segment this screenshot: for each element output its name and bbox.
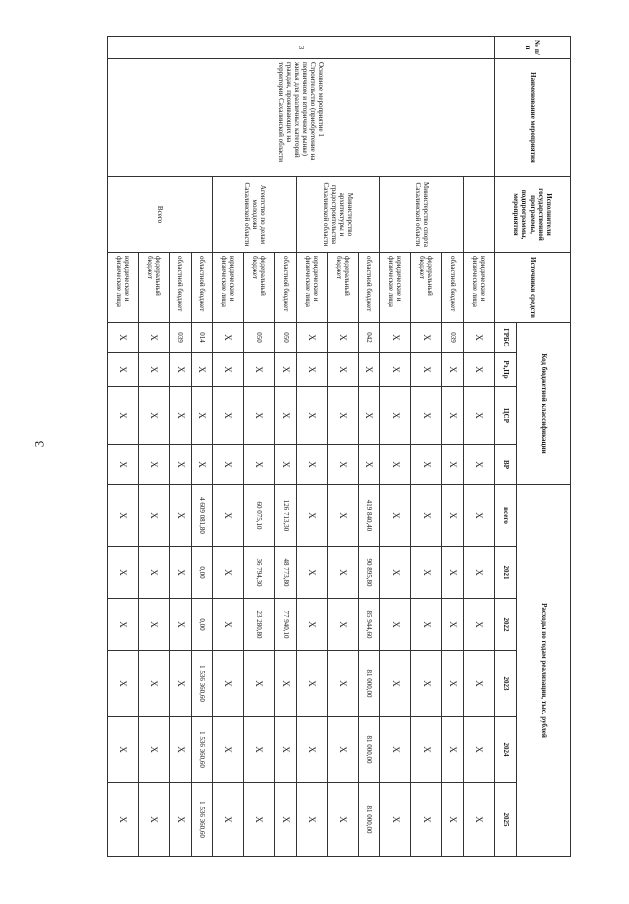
value-cell: X bbox=[139, 651, 170, 717]
code-cell: X bbox=[213, 387, 244, 445]
code-cell: X bbox=[296, 323, 327, 353]
value-cell: X bbox=[108, 485, 139, 547]
source-cell: федеральный бюджет bbox=[139, 253, 170, 323]
value-cell: X bbox=[108, 651, 139, 717]
value-cell: X bbox=[380, 599, 411, 651]
code-cell: X bbox=[191, 445, 213, 485]
code-cell: X bbox=[170, 353, 192, 387]
code-cell: X bbox=[139, 387, 170, 445]
source-cell: областной бюджет bbox=[275, 253, 297, 323]
value-cell: X bbox=[442, 547, 464, 599]
rotated-sheet bbox=[107, 36, 571, 856]
code-cell: X bbox=[411, 445, 442, 485]
value-cell: X bbox=[411, 651, 442, 717]
value-cell: X bbox=[411, 783, 442, 857]
code-cell: X bbox=[244, 387, 275, 445]
value-cell: 0,00 bbox=[191, 547, 213, 599]
code-cell: X bbox=[244, 353, 275, 387]
source-cell: областной бюджет bbox=[170, 253, 192, 323]
code-cell: X bbox=[108, 353, 139, 387]
code-cell: 042 bbox=[358, 323, 380, 353]
code-cell: X bbox=[170, 445, 192, 485]
code-cell: X bbox=[296, 445, 327, 485]
code-cell: X bbox=[358, 445, 380, 485]
value-cell: X bbox=[442, 783, 464, 857]
source-cell: юридические и физические лица bbox=[213, 253, 244, 323]
code-cell: X bbox=[213, 323, 244, 353]
code-cell: X bbox=[244, 445, 275, 485]
value-cell: X bbox=[213, 485, 244, 547]
value-cell: X bbox=[380, 485, 411, 547]
value-cell: X bbox=[213, 599, 244, 651]
code-cell: X bbox=[327, 323, 358, 353]
source-cell: федеральный бюджет bbox=[327, 253, 358, 323]
value-cell: X bbox=[139, 485, 170, 547]
code-cell: X bbox=[442, 353, 464, 387]
header-year-2023: 2023 bbox=[495, 651, 517, 717]
code-cell: X bbox=[380, 445, 411, 485]
code-cell: X bbox=[442, 387, 464, 445]
value-cell: X bbox=[170, 717, 192, 783]
value-cell: X bbox=[275, 717, 297, 783]
value-cell: X bbox=[327, 485, 358, 547]
value-cell: X bbox=[380, 783, 411, 857]
value-cell: 60 075,10 bbox=[244, 485, 275, 547]
code-cell: X bbox=[380, 353, 411, 387]
source-cell: областной бюджет bbox=[191, 253, 213, 323]
code-cell: X bbox=[411, 323, 442, 353]
value-cell: 0,00 bbox=[191, 599, 213, 651]
source-cell: юридические и физические лица bbox=[464, 253, 495, 323]
code-cell: X bbox=[327, 387, 358, 445]
value-cell: X bbox=[275, 651, 297, 717]
value-cell: X bbox=[411, 547, 442, 599]
source-cell: юридические и физические лица bbox=[380, 253, 411, 323]
value-cell: X bbox=[296, 485, 327, 547]
code-cell: X bbox=[139, 445, 170, 485]
value-cell: X bbox=[327, 547, 358, 599]
value-cell: X bbox=[213, 717, 244, 783]
code-cell: X bbox=[275, 387, 297, 445]
value-cell: X bbox=[296, 599, 327, 651]
code-cell: X bbox=[296, 353, 327, 387]
source-cell: федеральный бюджет bbox=[411, 253, 442, 323]
code-cell: 050 bbox=[244, 323, 275, 353]
header-year-2025: 2025 bbox=[495, 783, 517, 857]
value-cell: 81 000,00 bbox=[358, 717, 380, 783]
code-cell: X bbox=[139, 323, 170, 353]
header-year-2024: 2024 bbox=[495, 717, 517, 783]
header-expenses: Расходы по годам реализации, тыс. рублей bbox=[517, 485, 571, 857]
value-cell: X bbox=[464, 783, 495, 857]
header-code-csr: ЦСР bbox=[495, 387, 517, 445]
header-year-2021: 2021 bbox=[495, 547, 517, 599]
executor-cell: Министерство архитектуры и градостроительства Сахалинской области bbox=[296, 177, 380, 253]
code-cell: X bbox=[358, 387, 380, 445]
code-cell: X bbox=[296, 387, 327, 445]
code-cell: X bbox=[170, 387, 192, 445]
value-cell: X bbox=[327, 651, 358, 717]
value-cell: X bbox=[464, 717, 495, 783]
code-cell: 050 bbox=[275, 323, 297, 353]
value-cell: X bbox=[170, 547, 192, 599]
source-cell: областной бюджет bbox=[442, 253, 464, 323]
header-code-grbs: ГРБС bbox=[495, 323, 517, 353]
code-cell: X bbox=[380, 323, 411, 353]
value-cell: X bbox=[442, 651, 464, 717]
value-cell: X bbox=[327, 783, 358, 857]
header-num: № п/п bbox=[495, 37, 571, 59]
value-cell: X bbox=[380, 717, 411, 783]
event-name: Основное мероприятие 1 Строительство (приобретение на первичном и вторичном рынке) жилья для различных категорий граждан, проживающих на территории Сахалинской области bbox=[108, 59, 495, 177]
value-cell: X bbox=[464, 547, 495, 599]
value-cell: X bbox=[170, 485, 192, 547]
code-cell: X bbox=[213, 445, 244, 485]
code-cell: X bbox=[442, 445, 464, 485]
value-cell: X bbox=[244, 783, 275, 857]
source-cell: юридические и физические лица bbox=[108, 253, 139, 323]
header-executor: Исполнители государственной программы, подпрограммы, мероприятия bbox=[495, 177, 571, 253]
value-cell: X bbox=[296, 651, 327, 717]
value-cell: X bbox=[275, 783, 297, 857]
code-cell: X bbox=[139, 353, 170, 387]
code-cell: X bbox=[108, 445, 139, 485]
value-cell: 77 940,10 bbox=[275, 599, 297, 651]
header-source: Источники средств bbox=[495, 253, 571, 323]
value-cell: X bbox=[411, 599, 442, 651]
value-cell: 419 840,40 bbox=[358, 485, 380, 547]
value-cell: X bbox=[244, 717, 275, 783]
code-cell: X bbox=[380, 387, 411, 445]
value-cell: X bbox=[213, 783, 244, 857]
code-cell: 039 bbox=[170, 323, 192, 353]
value-cell: 81 000,00 bbox=[358, 651, 380, 717]
value-cell: X bbox=[380, 547, 411, 599]
value-cell: 23 280,80 bbox=[244, 599, 275, 651]
value-cell: 4 609 081,80 bbox=[191, 485, 213, 547]
value-cell: X bbox=[108, 783, 139, 857]
row-number: 3 bbox=[108, 37, 495, 59]
value-cell: X bbox=[170, 599, 192, 651]
executor-cell: Агентство по делам молодежи Сахалинской области bbox=[213, 177, 297, 253]
code-cell: X bbox=[108, 323, 139, 353]
value-cell: X bbox=[442, 717, 464, 783]
executor-cell bbox=[464, 177, 495, 253]
value-cell: X bbox=[380, 651, 411, 717]
page-number: 3 bbox=[31, 440, 47, 448]
header-event: Наименование мероприятия bbox=[495, 59, 571, 177]
code-cell: X bbox=[327, 353, 358, 387]
source-cell: юридические и физические лица bbox=[296, 253, 327, 323]
value-cell: X bbox=[296, 783, 327, 857]
code-cell: X bbox=[464, 323, 495, 353]
value-cell: X bbox=[296, 547, 327, 599]
value-cell: X bbox=[139, 547, 170, 599]
header-code-vr: ВР bbox=[495, 445, 517, 485]
code-cell: X bbox=[411, 353, 442, 387]
value-cell: X bbox=[108, 717, 139, 783]
value-cell: 1 536 360,60 bbox=[191, 783, 213, 857]
value-cell: X bbox=[411, 717, 442, 783]
code-cell: 014 bbox=[191, 323, 213, 353]
code-cell: X bbox=[327, 445, 358, 485]
header-budget-codes: Код бюджетной классификации bbox=[517, 323, 571, 485]
value-cell: X bbox=[464, 485, 495, 547]
value-cell: X bbox=[442, 599, 464, 651]
table-row bbox=[464, 37, 495, 857]
code-cell: X bbox=[213, 353, 244, 387]
value-cell: X bbox=[442, 485, 464, 547]
header-code-rzpr: Рз,Пр bbox=[495, 353, 517, 387]
value-cell: X bbox=[411, 485, 442, 547]
value-cell: 48 773,80 bbox=[275, 547, 297, 599]
value-cell: X bbox=[244, 651, 275, 717]
value-cell: 36 794,30 bbox=[244, 547, 275, 599]
code-cell: X bbox=[411, 387, 442, 445]
executor-cell: Всего bbox=[108, 177, 213, 253]
value-cell: X bbox=[139, 599, 170, 651]
value-cell: 90 895,80 bbox=[358, 547, 380, 599]
code-cell: X bbox=[464, 353, 495, 387]
value-cell: X bbox=[296, 717, 327, 783]
value-cell: X bbox=[139, 717, 170, 783]
value-cell: X bbox=[139, 783, 170, 857]
header-year-total: всего bbox=[495, 485, 517, 547]
code-cell: X bbox=[464, 445, 495, 485]
value-cell: X bbox=[327, 717, 358, 783]
header-year-2022: 2022 bbox=[495, 599, 517, 651]
source-cell: федеральный бюджет bbox=[244, 253, 275, 323]
code-cell: 039 bbox=[442, 323, 464, 353]
value-cell: X bbox=[213, 651, 244, 717]
value-cell: X bbox=[108, 599, 139, 651]
code-cell: X bbox=[108, 387, 139, 445]
table-body bbox=[108, 37, 495, 857]
code-cell: X bbox=[275, 353, 297, 387]
code-cell: X bbox=[275, 445, 297, 485]
value-cell: X bbox=[170, 651, 192, 717]
value-cell: 1 536 360,60 bbox=[191, 717, 213, 783]
value-cell: X bbox=[464, 599, 495, 651]
code-cell: X bbox=[464, 387, 495, 445]
value-cell: 81 000,00 bbox=[358, 783, 380, 857]
value-cell: X bbox=[108, 547, 139, 599]
value-cell: X bbox=[213, 547, 244, 599]
value-cell: X bbox=[327, 599, 358, 651]
value-cell: 126 713,30 bbox=[275, 485, 297, 547]
value-cell: X bbox=[464, 651, 495, 717]
value-cell: 85 944,60 bbox=[358, 599, 380, 651]
source-cell: областной бюджет bbox=[358, 253, 380, 323]
code-cell: X bbox=[358, 353, 380, 387]
executor-cell: Министерство спорта Сахалинской области bbox=[380, 177, 464, 253]
value-cell: X bbox=[170, 783, 192, 857]
code-cell: X bbox=[191, 387, 213, 445]
code-cell: X bbox=[191, 353, 213, 387]
budget-table bbox=[107, 36, 571, 857]
value-cell: 1 536 360,60 bbox=[191, 651, 213, 717]
